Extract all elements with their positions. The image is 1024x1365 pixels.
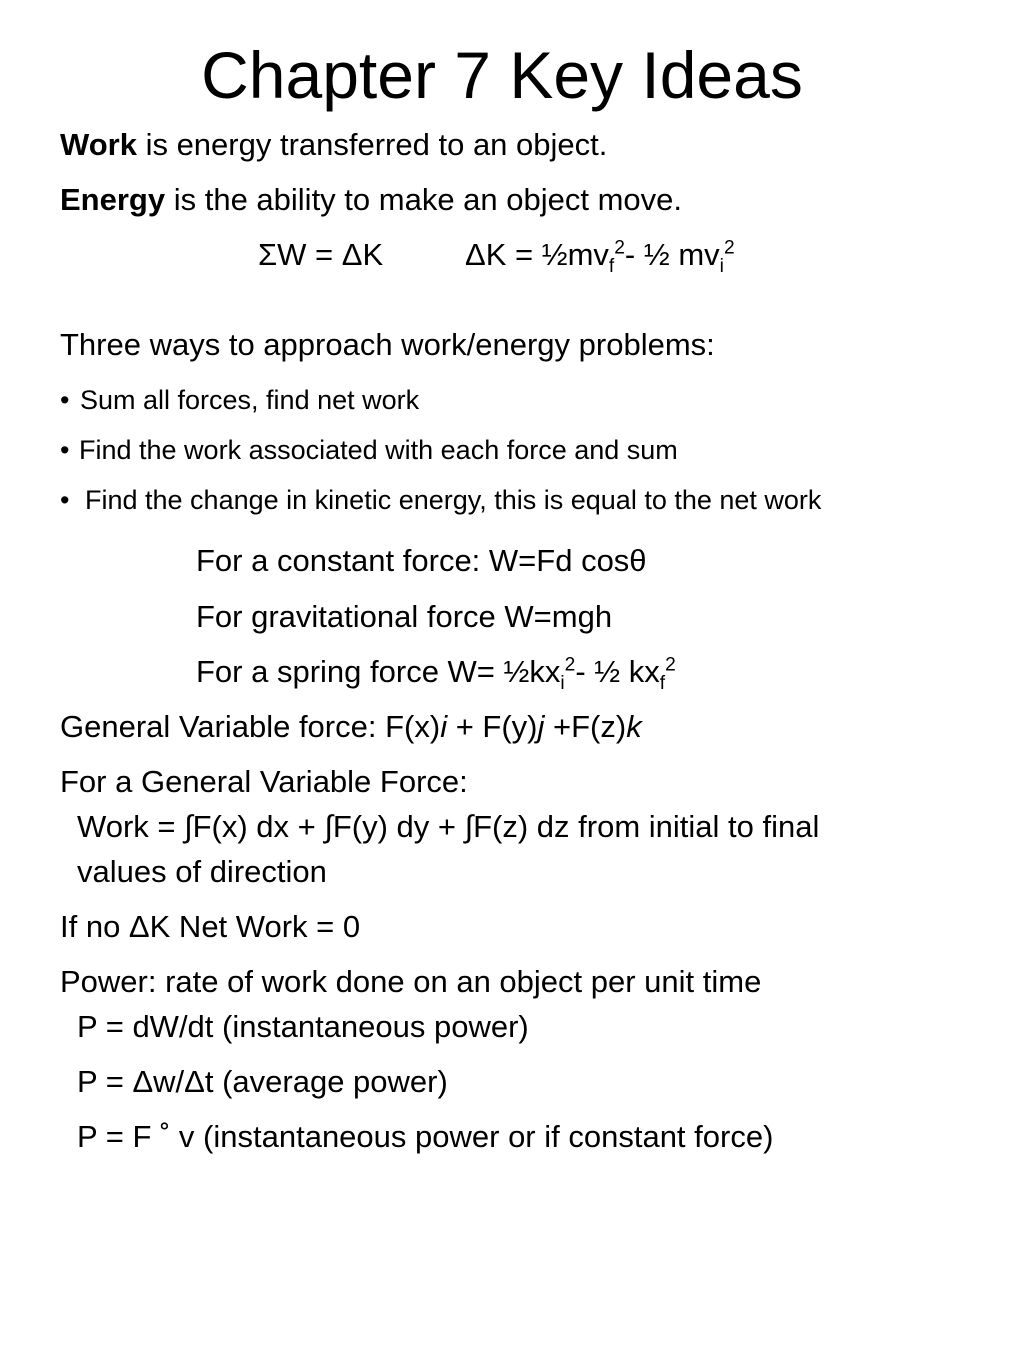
power-heading: Power: rate of work done on an object per unit time	[60, 964, 762, 999]
energy-definition-text: is the ability to make an object move.	[165, 182, 683, 217]
energy-term: Energy	[60, 182, 166, 217]
no-delta-k-statement: If no ΔK Net Work = 0	[60, 909, 361, 944]
approach-bullet	[60, 382, 419, 418]
approach-heading: Three ways to approach work/energy problems:	[60, 327, 715, 362]
instantaneous-power-formula: P = dW/dt (instantaneous power)	[77, 1009, 529, 1044]
bullet-text: Find the change in kinetic energy, this is equal to the net work	[85, 485, 822, 515]
bullet-icon: •	[60, 435, 70, 465]
bullet-icon: •	[60, 485, 70, 515]
work-energy-theorem: ΣW = ΔK	[258, 237, 384, 272]
work-integral-formula-cont: values of direction	[77, 854, 327, 889]
average-power-formula: P = Δw/Δt (average power)	[77, 1064, 448, 1099]
work-definition	[60, 125, 607, 165]
approach-bullet	[60, 432, 678, 468]
slide-title: Chapter 7 Key Ideas	[201, 38, 803, 112]
approach-bullet	[60, 482, 821, 518]
general-variable-force: General Variable force: F(x)i + F(y)j +F(z)k	[60, 709, 642, 744]
general-variable-force-heading: For a General Variable Force:	[60, 764, 468, 799]
bullet-text: Find the work associated with each force and sum	[79, 435, 678, 465]
work-definition-text: is energy transferred to an object.	[136, 127, 608, 162]
bullet-icon: •	[60, 385, 70, 415]
work-integral-formula: Work = ∫F(x) dx + ∫F(y) dy + ∫F(z) dz from initial to final	[77, 809, 820, 844]
constant-force-formula: For a constant force: W=Fd cosθ	[196, 543, 647, 578]
gravitational-force-formula: For gravitational force W=mgh	[196, 599, 613, 634]
energy-definition	[60, 180, 682, 220]
bullet-text: Sum all forces, find net work	[80, 385, 420, 415]
work-term: Work	[60, 127, 137, 162]
spring-force-formula: For a spring force $W= \frac{1}{2}kx_i^2-$ ½ $kx_f^2$	[196, 654, 676, 695]
force-velocity-power-formula: P = F ˚ v (instantaneous power or if constant force)	[77, 1119, 774, 1154]
kinetic-energy-equation: $\Delta K = \frac{1}{2}mv_f^2-$ ½ $mv_i^2$	[465, 237, 735, 278]
